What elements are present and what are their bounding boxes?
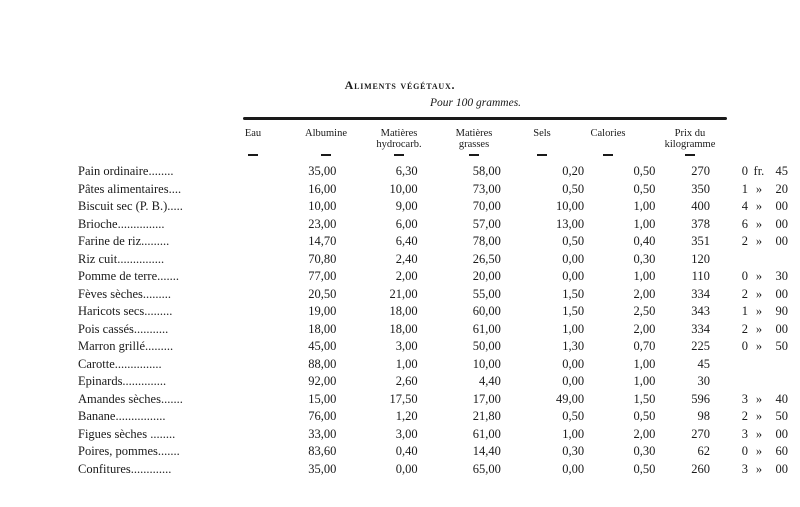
cell-grasses: 0,50 bbox=[562, 409, 585, 424]
table-row bbox=[78, 391, 800, 409]
table-row bbox=[78, 251, 800, 269]
cell-albumine: 2,40 bbox=[395, 251, 418, 266]
food-name: Poires, pommes....... bbox=[78, 444, 180, 459]
price-francs: 2 bbox=[741, 321, 748, 336]
price-francs: 2 bbox=[741, 286, 748, 301]
price-value bbox=[738, 392, 800, 407]
table-row bbox=[78, 268, 800, 286]
column-header-line: grasses bbox=[458, 139, 490, 150]
cell-hydrocarb: 20,00 bbox=[472, 269, 501, 284]
cell-prix bbox=[710, 356, 800, 374]
price-centimes: 50 bbox=[775, 409, 788, 424]
price-francs: 4 bbox=[741, 199, 748, 214]
column-header-line: Matières bbox=[380, 128, 418, 139]
cell-calories: 378 bbox=[691, 216, 710, 231]
cell-hydrocarb: 55,00 bbox=[472, 286, 501, 301]
cell-grasses: 10,00 bbox=[555, 199, 585, 214]
cell-albumine: 18,00 bbox=[389, 321, 418, 336]
cell-calories: 98 bbox=[697, 409, 710, 424]
cell-prix bbox=[710, 408, 800, 426]
food-name: Pain ordinaire........ bbox=[78, 164, 174, 179]
column-header-line: kilogramme bbox=[664, 139, 716, 150]
cell-grasses: 0,50 bbox=[562, 234, 585, 249]
column-header bbox=[563, 128, 653, 139]
cell-prix bbox=[710, 321, 800, 339]
cell-sels: 0,50 bbox=[633, 461, 656, 476]
cell-calories: 120 bbox=[691, 251, 710, 266]
price-francs: 1 bbox=[741, 304, 748, 319]
cell-hydrocarb: 78,00 bbox=[472, 234, 501, 249]
table-row bbox=[78, 321, 800, 339]
cell-albumine: 10,00 bbox=[389, 181, 418, 196]
food-name: Carotte............... bbox=[78, 356, 162, 371]
cell-calories: 334 bbox=[691, 321, 710, 336]
price-value bbox=[738, 252, 800, 267]
cell-sels: 1,00 bbox=[633, 356, 656, 371]
price-francs: 3 bbox=[741, 426, 748, 441]
price-francs: 2 bbox=[741, 409, 748, 424]
cell-sels: 2,00 bbox=[633, 426, 656, 441]
cell-eau: 10,00 bbox=[308, 199, 337, 214]
cell-grasses: 1,50 bbox=[562, 304, 585, 319]
price-francs: 3 bbox=[741, 391, 748, 406]
cell-eau: 33,00 bbox=[308, 426, 337, 441]
cell-prix bbox=[710, 198, 800, 216]
cell-calories: 270 bbox=[691, 164, 710, 179]
table-row bbox=[78, 373, 800, 391]
cell-prix bbox=[710, 163, 800, 181]
cell-grasses: 1,30 bbox=[562, 339, 585, 354]
cell-albumine: 2,60 bbox=[395, 374, 418, 389]
cell-hydrocarb: 14,40 bbox=[472, 444, 501, 459]
price-separator: fr. bbox=[753, 164, 765, 179]
price-centimes: 50 bbox=[775, 339, 788, 354]
price-value bbox=[738, 234, 800, 249]
column-header-line: Calories bbox=[590, 128, 626, 139]
cell-albumine: 3,00 bbox=[395, 339, 418, 354]
cell-calories: 351 bbox=[691, 234, 710, 249]
cell-sels: 0,30 bbox=[633, 444, 656, 459]
price-separator: » bbox=[755, 409, 763, 424]
cell-prix bbox=[710, 391, 800, 409]
cell-grasses: 0,20 bbox=[562, 164, 585, 179]
price-centimes: 00 bbox=[775, 199, 788, 214]
price-centimes: 40 bbox=[775, 391, 788, 406]
table-row bbox=[78, 356, 800, 374]
cell-calories: 596 bbox=[691, 391, 710, 406]
cell-prix bbox=[710, 268, 800, 286]
cell-calories: 350 bbox=[691, 181, 710, 196]
cell-prix bbox=[710, 461, 800, 479]
cell-grasses: 0,30 bbox=[562, 444, 585, 459]
cell-prix bbox=[710, 426, 800, 444]
table-row bbox=[78, 233, 800, 251]
price-value bbox=[738, 339, 800, 354]
price-value bbox=[738, 322, 800, 337]
table-row bbox=[78, 408, 800, 426]
cell-sels: 0,50 bbox=[633, 181, 656, 196]
cell-sels: 1,00 bbox=[633, 216, 656, 231]
cell-albumine: 1,20 bbox=[395, 409, 418, 424]
price-value bbox=[738, 287, 800, 302]
cell-sels: 2,00 bbox=[633, 286, 656, 301]
table-title: Aliments végétaux. bbox=[344, 78, 456, 92]
cell-grasses: 0,00 bbox=[562, 356, 585, 371]
price-value bbox=[738, 199, 800, 214]
price-value bbox=[738, 357, 800, 372]
cell-eau: 83,60 bbox=[308, 444, 337, 459]
column-header bbox=[645, 128, 735, 150]
price-francs: 0 bbox=[741, 339, 748, 354]
price-separator: » bbox=[755, 426, 763, 441]
food-name: Pois cassés........... bbox=[78, 321, 169, 336]
cell-hydrocarb: 70,00 bbox=[472, 199, 501, 214]
price-separator: » bbox=[755, 391, 763, 406]
price-francs: 1 bbox=[741, 181, 748, 196]
cell-calories: 62 bbox=[697, 444, 710, 459]
cell-hydrocarb: 10,00 bbox=[472, 356, 501, 371]
food-name: Farine de riz......... bbox=[78, 234, 170, 249]
price-value bbox=[738, 374, 800, 389]
cell-hydrocarb: 21,80 bbox=[472, 409, 501, 424]
food-name: Banane................ bbox=[78, 409, 166, 424]
table-row bbox=[78, 426, 800, 444]
cell-albumine: 1,00 bbox=[395, 356, 418, 371]
food-name: Biscuit sec (P. B.)..... bbox=[78, 199, 183, 214]
cell-calories: 260 bbox=[691, 461, 710, 476]
cell-grasses: 0,50 bbox=[562, 181, 585, 196]
price-francs: 2 bbox=[741, 234, 748, 249]
price-centimes: 90 bbox=[775, 304, 788, 319]
price-separator: » bbox=[755, 444, 763, 459]
cell-sels: 2,00 bbox=[633, 321, 656, 336]
price-francs: 6 bbox=[741, 216, 748, 231]
column-dash bbox=[469, 154, 479, 156]
price-centimes: 30 bbox=[775, 269, 788, 284]
cell-eau: 35,00 bbox=[308, 164, 337, 179]
cell-eau: 92,00 bbox=[308, 374, 337, 389]
cell-prix bbox=[710, 233, 800, 251]
cell-hydrocarb: 17,00 bbox=[472, 391, 501, 406]
price-francs: 3 bbox=[741, 461, 748, 476]
price-centimes: 20 bbox=[775, 181, 788, 196]
cell-calories: 400 bbox=[691, 199, 710, 214]
cell-albumine: 17,50 bbox=[389, 391, 418, 406]
cell-grasses: 0,00 bbox=[562, 461, 585, 476]
cell-eau: 14,70 bbox=[308, 234, 337, 249]
cell-albumine: 6,00 bbox=[395, 216, 418, 231]
cell-eau: 70,80 bbox=[308, 251, 337, 266]
column-dash bbox=[603, 154, 613, 156]
column-header-line: hydrocarb. bbox=[376, 139, 422, 150]
cell-grasses: 13,00 bbox=[555, 216, 585, 231]
cell-sels: 0,70 bbox=[633, 339, 656, 354]
cell-grasses: 1,50 bbox=[562, 286, 585, 301]
cell-hydrocarb: 58,00 bbox=[472, 164, 501, 179]
cell-albumine: 21,00 bbox=[389, 286, 418, 301]
column-dash bbox=[321, 154, 331, 156]
column-dash bbox=[394, 154, 404, 156]
cell-eau: 45,00 bbox=[308, 339, 337, 354]
food-name: Pomme de terre....... bbox=[78, 269, 180, 284]
cell-sels: 1,00 bbox=[633, 374, 656, 389]
price-separator: » bbox=[755, 304, 763, 319]
cell-albumine: 0,40 bbox=[395, 444, 418, 459]
food-name: Amandes sèches....... bbox=[78, 391, 183, 406]
price-separator: » bbox=[755, 321, 763, 336]
food-name: Confitures............. bbox=[78, 461, 172, 476]
cell-albumine: 2,00 bbox=[395, 269, 418, 284]
price-value bbox=[738, 462, 800, 477]
price-value bbox=[738, 444, 800, 459]
table-row bbox=[78, 198, 800, 216]
price-separator: » bbox=[755, 234, 763, 249]
price-centimes: 60 bbox=[775, 444, 788, 459]
cell-sels: 0,50 bbox=[633, 409, 656, 424]
cell-albumine: 0,00 bbox=[395, 461, 418, 476]
cell-eau: 15,00 bbox=[308, 391, 337, 406]
cell-calories: 270 bbox=[691, 426, 710, 441]
cell-eau: 77,00 bbox=[308, 269, 337, 284]
column-dash bbox=[248, 154, 258, 156]
cell-albumine: 6,40 bbox=[395, 234, 418, 249]
cell-grasses: 0,00 bbox=[562, 374, 585, 389]
price-separator: » bbox=[755, 286, 763, 301]
cell-hydrocarb: 61,00 bbox=[472, 321, 501, 336]
cell-prix bbox=[710, 443, 800, 461]
cell-sels: 2,50 bbox=[633, 304, 656, 319]
cell-grasses: 1,00 bbox=[562, 426, 585, 441]
cell-grasses: 0,00 bbox=[562, 251, 585, 266]
cell-prix bbox=[710, 286, 800, 304]
cell-sels: 0,50 bbox=[633, 164, 656, 179]
price-value bbox=[738, 217, 800, 232]
cell-calories: 110 bbox=[691, 269, 710, 284]
table-row bbox=[78, 216, 800, 234]
cell-grasses: 1,00 bbox=[562, 321, 585, 336]
price-value bbox=[738, 304, 800, 319]
price-separator: » bbox=[755, 199, 763, 214]
cell-eau: 88,00 bbox=[308, 356, 337, 371]
cell-prix bbox=[710, 373, 800, 391]
cell-calories: 343 bbox=[691, 304, 710, 319]
cell-eau: 18,00 bbox=[308, 321, 337, 336]
price-separator: » bbox=[755, 339, 763, 354]
cell-sels: 0,40 bbox=[633, 234, 656, 249]
cell-prix bbox=[710, 216, 800, 234]
table-row bbox=[78, 338, 800, 356]
cell-calories: 225 bbox=[691, 339, 710, 354]
cell-eau: 19,00 bbox=[308, 304, 337, 319]
food-name: Fèves sèches......... bbox=[78, 286, 172, 301]
price-centimes: 00 bbox=[775, 286, 788, 301]
price-centimes: 00 bbox=[775, 321, 788, 336]
cell-sels: 0,30 bbox=[633, 251, 656, 266]
cell-albumine: 6,30 bbox=[395, 164, 418, 179]
table-row bbox=[78, 163, 800, 181]
cell-grasses: 0,00 bbox=[562, 269, 585, 284]
price-value bbox=[738, 269, 800, 284]
column-header-line: Matières bbox=[455, 128, 493, 139]
price-francs: 0 bbox=[741, 269, 748, 284]
cell-hydrocarb: 73,00 bbox=[472, 181, 501, 196]
table-row bbox=[78, 303, 800, 321]
price-separator: » bbox=[755, 181, 763, 196]
cell-hydrocarb: 60,00 bbox=[472, 304, 501, 319]
nutrition-table bbox=[78, 163, 800, 478]
cell-hydrocarb: 26,50 bbox=[472, 251, 501, 266]
cell-albumine: 3,00 bbox=[395, 426, 418, 441]
price-centimes: 00 bbox=[775, 234, 788, 249]
food-name: Marron grillé......... bbox=[78, 339, 174, 354]
table-subtitle: Pour 100 grammes. bbox=[430, 97, 522, 109]
food-name: Haricots secs......... bbox=[78, 304, 173, 319]
column-header-line: Prix du bbox=[674, 128, 706, 139]
cell-eau: 23,00 bbox=[308, 216, 337, 231]
price-value bbox=[738, 164, 800, 179]
cell-sels: 1,50 bbox=[633, 391, 656, 406]
price-value bbox=[738, 427, 800, 442]
food-name: Brioche............... bbox=[78, 216, 165, 231]
food-name: Figues sèches ........ bbox=[78, 426, 176, 441]
price-centimes: 00 bbox=[775, 461, 788, 476]
cell-albumine: 9,00 bbox=[395, 199, 418, 214]
price-francs: 0 bbox=[741, 164, 748, 179]
price-separator: » bbox=[755, 216, 763, 231]
cell-hydrocarb: 50,00 bbox=[472, 339, 501, 354]
cell-calories: 45 bbox=[697, 356, 710, 371]
cell-prix bbox=[710, 303, 800, 321]
food-name: Riz cuit............... bbox=[78, 251, 165, 266]
cell-eau: 35,00 bbox=[308, 461, 337, 476]
cell-eau: 76,00 bbox=[308, 409, 337, 424]
table-row bbox=[78, 286, 800, 304]
food-name: Pâtes alimentaires.... bbox=[78, 181, 182, 196]
cell-eau: 20,50 bbox=[308, 286, 337, 301]
food-name: Epinards.............. bbox=[78, 374, 167, 389]
price-separator: » bbox=[755, 461, 763, 476]
column-dash bbox=[537, 154, 547, 156]
price-francs: 0 bbox=[741, 444, 748, 459]
table-row bbox=[78, 443, 800, 461]
price-centimes: 00 bbox=[775, 426, 788, 441]
cell-hydrocarb: 57,00 bbox=[472, 216, 501, 231]
price-value bbox=[738, 409, 800, 424]
column-header-line: Albumine bbox=[305, 128, 347, 139]
cell-eau: 16,00 bbox=[308, 181, 337, 196]
cell-hydrocarb: 4,40 bbox=[478, 374, 501, 389]
cell-prix bbox=[710, 338, 800, 356]
cell-hydrocarb: 61,00 bbox=[472, 426, 501, 441]
cell-sels: 1,00 bbox=[633, 199, 656, 214]
header-rule bbox=[243, 117, 727, 120]
price-value bbox=[738, 182, 800, 197]
cell-albumine: 18,00 bbox=[389, 304, 418, 319]
column-header-line: Sels bbox=[533, 128, 551, 139]
table-row bbox=[78, 461, 800, 479]
table-row bbox=[78, 181, 800, 199]
cell-hydrocarb: 65,00 bbox=[472, 461, 501, 476]
cell-grasses: 49,00 bbox=[555, 391, 585, 406]
cell-prix bbox=[710, 181, 800, 199]
column-dash bbox=[685, 154, 695, 156]
column-header-line: Eau bbox=[244, 128, 262, 139]
price-separator: » bbox=[755, 269, 763, 284]
price-centimes: 00 bbox=[775, 216, 788, 231]
cell-calories: 30 bbox=[697, 374, 710, 389]
cell-prix bbox=[710, 251, 800, 269]
price-centimes: 45 bbox=[775, 164, 788, 179]
cell-sels: 1,00 bbox=[633, 269, 656, 284]
cell-calories: 334 bbox=[691, 286, 710, 301]
